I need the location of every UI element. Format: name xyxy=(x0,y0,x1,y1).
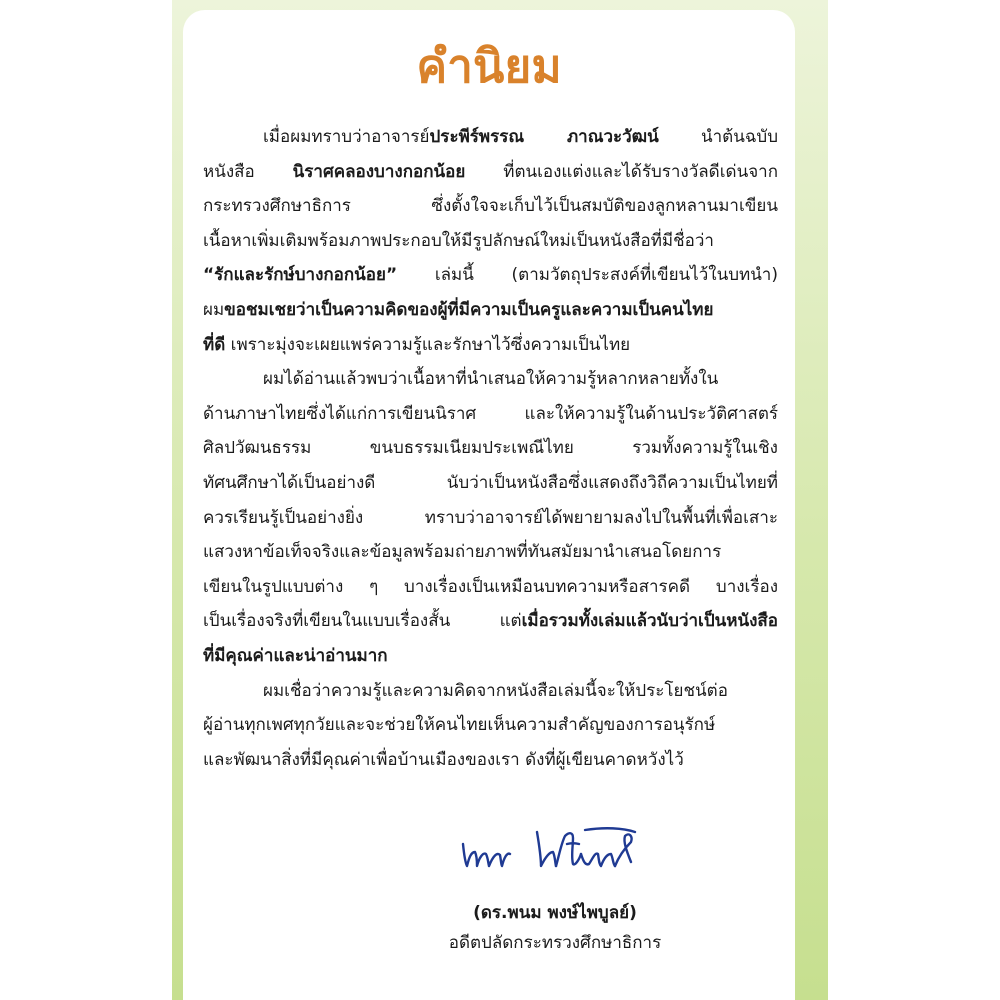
text-run: เพราะมุ่งจะเผยแพร่ความรู้และรักษาไว้ซึ่งความเป็นไทย xyxy=(225,334,631,355)
text-line xyxy=(203,293,778,328)
handwritten-signature xyxy=(455,822,655,878)
text-line xyxy=(203,604,778,639)
conclusion-bold: ที่มีคุณค่าและน่าอ่านมาก xyxy=(203,645,388,666)
body-text xyxy=(203,120,778,777)
text-line: ศิลปวัฒนธรรม ขนบธรรมเนียมประเพณีไทย รวมทั้งความรู้ในเชิง xyxy=(203,438,778,459)
signatory-name: (ดร.พนม พงษ์ไพบูลย์) xyxy=(473,903,637,923)
text-line xyxy=(203,120,778,155)
text-run: เล่มนี้ (ตามวัตถุประสงค์ที่เขียนไว้ในบทนำ) xyxy=(397,265,778,286)
praise-bold: ที่ดี xyxy=(203,334,226,355)
text-line: ผมได้อ่านแล้วพบว่าเนื้อหาที่นำเสนอให้ความรู้หลากหลายทั้งใน xyxy=(263,369,719,390)
text-run: เป็นเรื่องจริงที่เขียนในแบบเรื่องสั้น แต่ xyxy=(203,611,522,632)
praise-bold: ขอชมเชยว่าเป็นความคิดของผู้ที่มีความเป็นครูและความเป็นคนไทย xyxy=(224,299,714,320)
paragraph-1 xyxy=(203,120,778,362)
author-name-bold: ประพีร์พรรณ ภาณวะวัฒน์ xyxy=(429,127,659,147)
text-line: และพัฒนาสิ่งที่มีคุณค่าเพื่อบ้านเมืองของเรา ดังที่ผู้เขียนคาดหวังไว้ xyxy=(203,749,684,770)
text-line xyxy=(203,258,778,293)
text-line: ด้านภาษาไทยซึ่งได้แก่การเขียนนิราศ และให้ความรู้ในด้านประวัติศาสตร์ xyxy=(203,403,778,424)
text-line: ควรเรียนรู้เป็นอย่างยิ่ง ทราบว่าอาจารย์ได้พยายามลงไปในพื้นที่เพื่อเสาะ xyxy=(203,507,778,528)
text-run: เมื่อผมทราบว่าอาจารย์ xyxy=(263,127,430,147)
paragraph-2 xyxy=(203,362,778,673)
conclusion-bold: เมื่อรวมทั้งเล่มแล้วนับว่าเป็นหนังสือ xyxy=(521,611,778,632)
book-title-bold: นิราศคลองบางกอกน้อย xyxy=(292,161,466,182)
text-line xyxy=(203,639,778,674)
text-line xyxy=(203,155,778,190)
text-line: ผู้อ่านทุกเพศทุกวัยและจะช่วยให้คนไทยเห็นความสำคัญของการอนุรักษ์ xyxy=(203,715,716,736)
text-line: กระทรวงศึกษาธิการ ซึ่งตั้งใจจะเก็บไว้เป็นสมบัติของลูกหลานมาเขียน xyxy=(203,196,778,217)
text-run: นำต้นฉบับ xyxy=(658,127,778,147)
text-run: ผม xyxy=(203,299,225,320)
signatory-position: อดีตปลัดกระทรวงศึกษาธิการ xyxy=(448,933,662,953)
page-title: คำนิยม xyxy=(416,39,562,93)
text-run: ที่ตนเองแต่งและได้รับรางวัลดีเด่นจาก xyxy=(465,161,778,182)
text-line xyxy=(203,328,778,363)
text-line: เนื้อหาเพิ่มเติมพร้อมภาพประกอบให้มีรูปลักษณ์ใหม่เป็นหนังสือที่มีชื่อว่า xyxy=(203,230,714,251)
new-book-title-bold: “รักและรักษ์บางกอกน้อย” xyxy=(203,265,398,286)
text-line: แสวงหาข้อเท็จจริงและข้อมูลพร้อมถ่ายภาพที่ทันสมัยมานำเสนอโดยการ xyxy=(203,542,722,563)
text-line: เขียนในรูปแบบต่าง ๆ บางเรื่องเป็นเหมือนบทความหรือสารคดี บางเรื่อง xyxy=(203,576,778,597)
paragraph-3 xyxy=(203,674,778,778)
text-line: ทัศนศึกษาได้เป็นอย่างดี นับว่าเป็นหนังสือซึ่งแสดงถึงวิถีความเป็นไทยที่ xyxy=(203,472,778,493)
text-run: หนังสือ xyxy=(203,161,293,182)
text-line: ผมเชื่อว่าความรู้และความคิดจากหนังสือเล่มนี้จะให้ประโยชน์ต่อ xyxy=(263,680,728,701)
